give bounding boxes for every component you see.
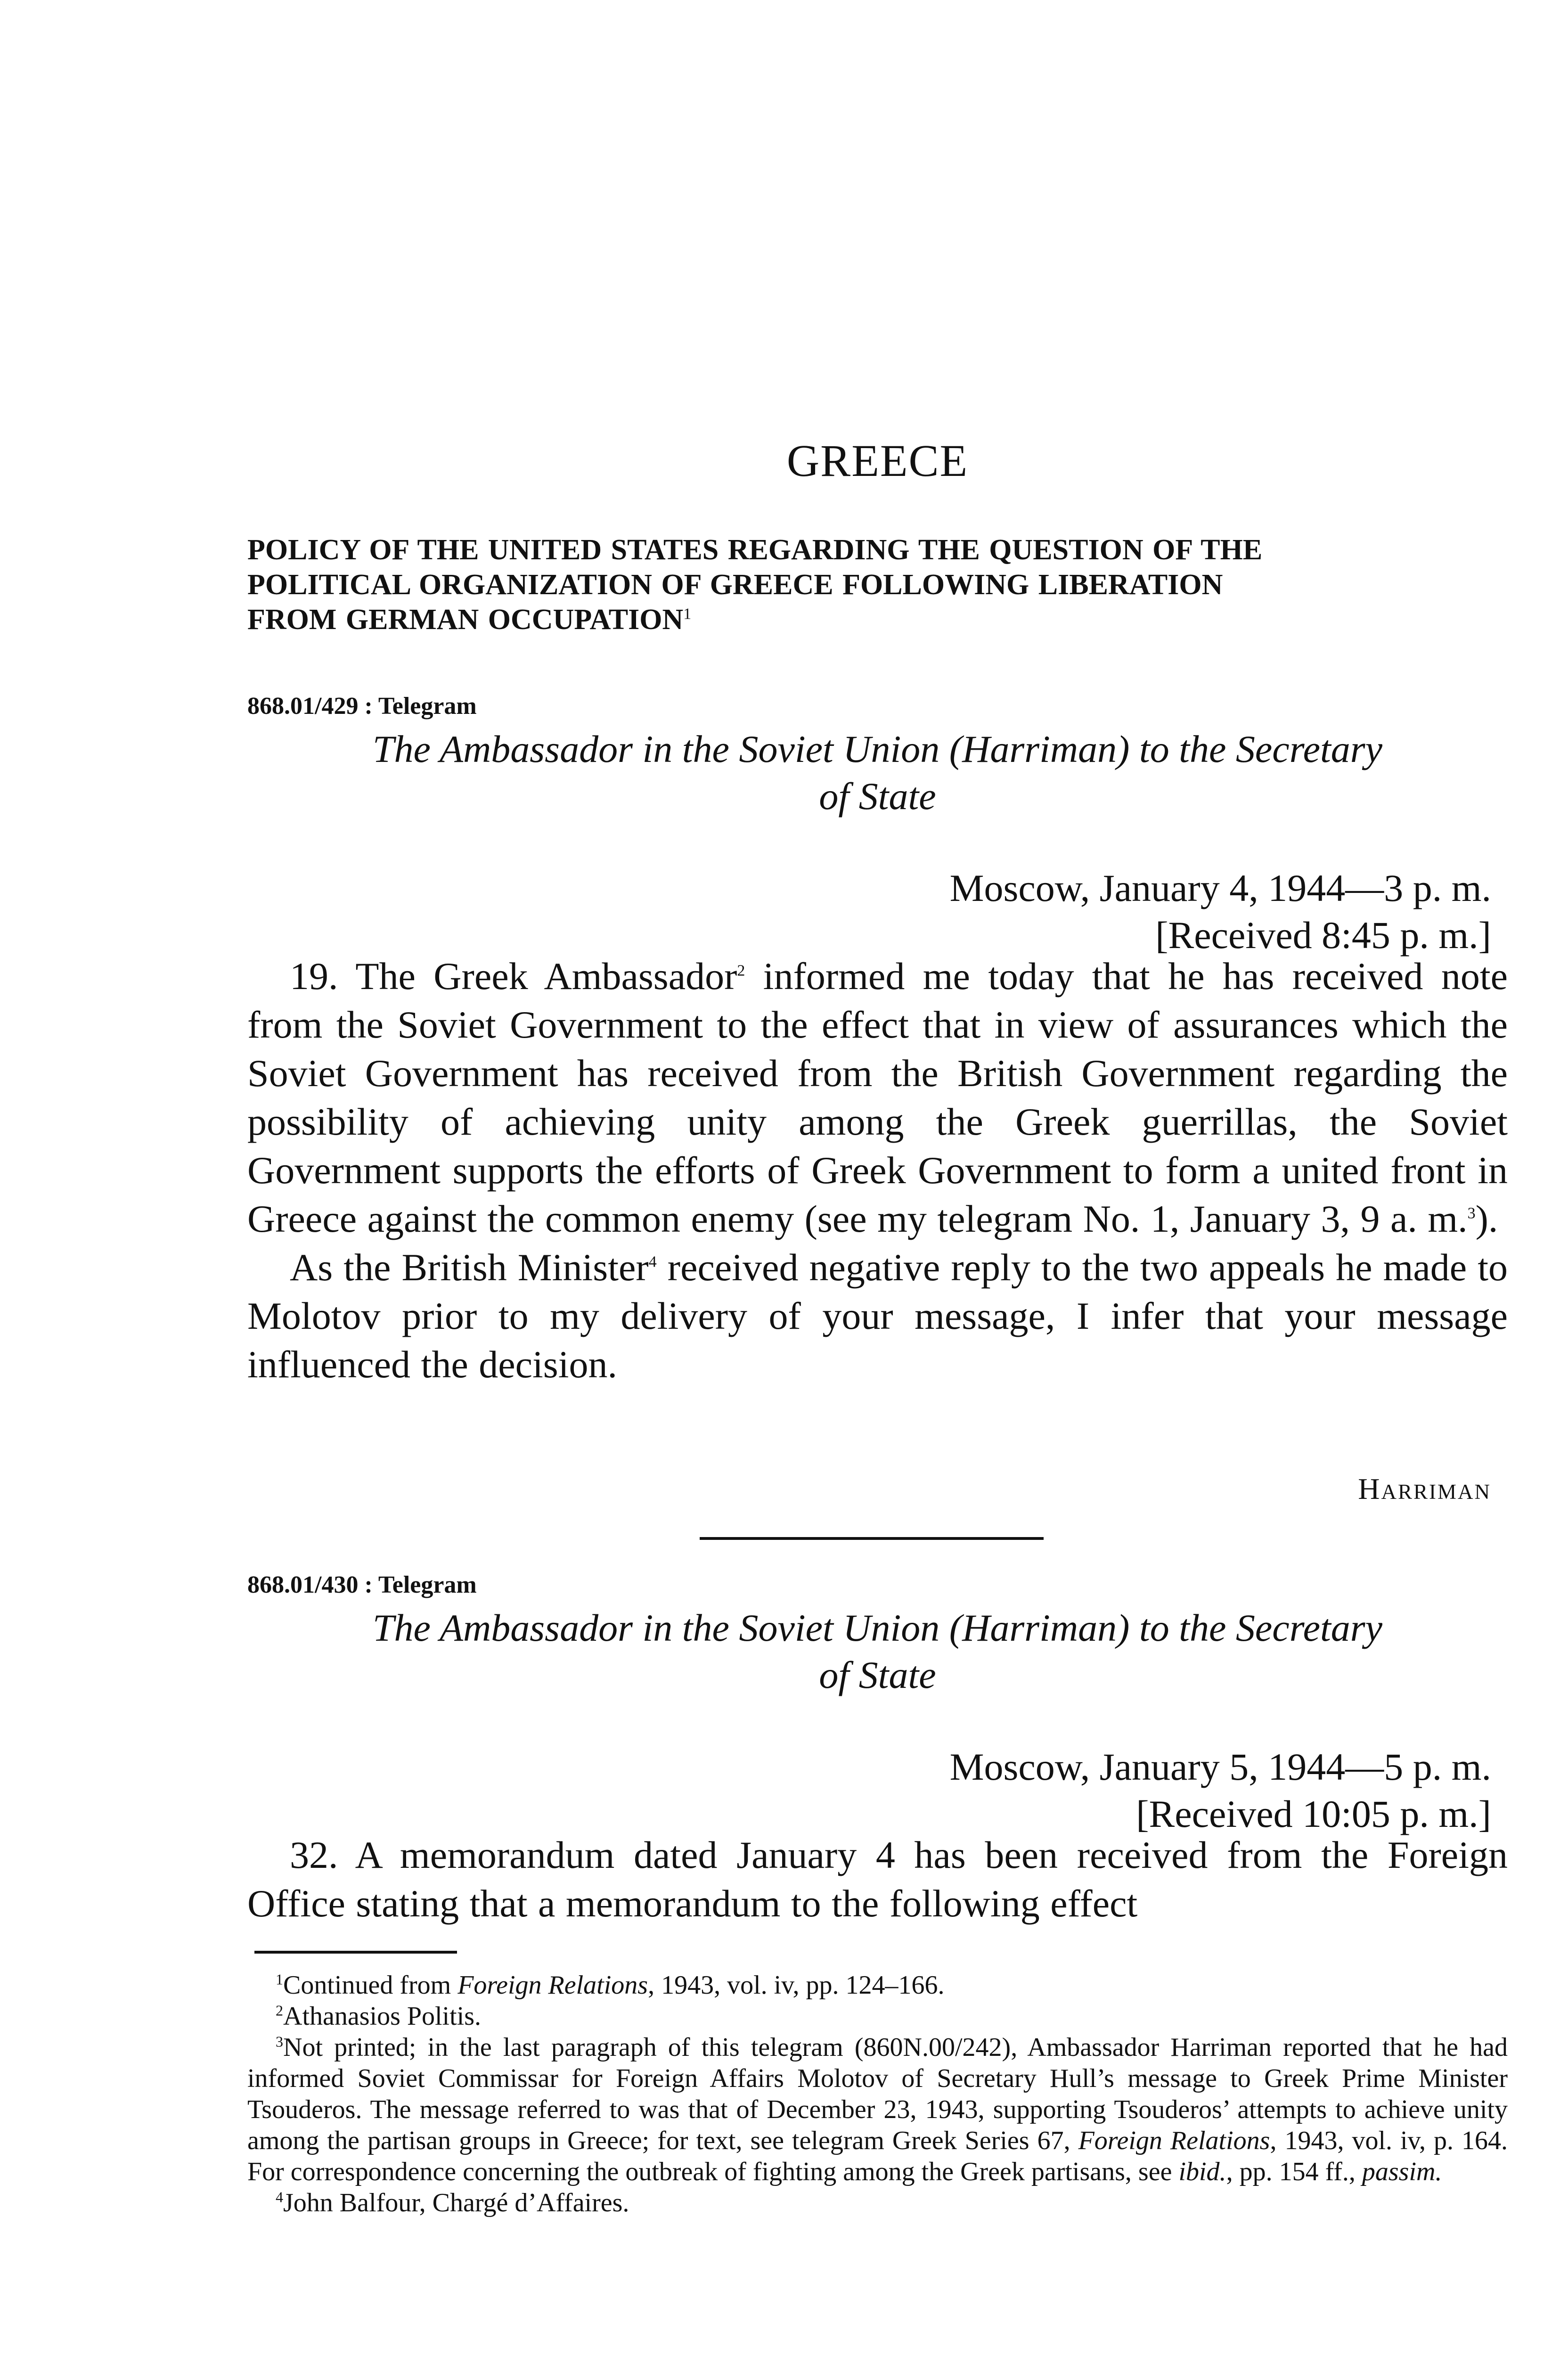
footnote-2-text: Athanasios Politis. xyxy=(283,2002,482,2031)
doc1-dateline xyxy=(247,865,1491,959)
doc1-paragraph-1 xyxy=(247,952,1508,1243)
section-heading-line-3-text: FROM GERMAN OCCUPATION xyxy=(247,604,684,636)
footnote-3-italic-1: Foreign Relations xyxy=(1078,2126,1270,2155)
doc1-paragraph-2 xyxy=(247,1243,1508,1389)
doc2-received: [Received 10:05 p. m.] xyxy=(1136,1792,1491,1835)
doc1-signature: Harriman xyxy=(1358,1472,1491,1505)
doc2-body xyxy=(247,1831,1508,1928)
doc2-dateline xyxy=(247,1743,1491,1838)
doc1-paragraph-2-text-b: received negative reply to the two appeals he made to Molotov prior to my delivery of your message, I infer that your message influenced the decision. xyxy=(247,1246,1508,1386)
footnote-3-italic-3: passim. xyxy=(1362,2157,1442,2186)
doc2-title xyxy=(247,1604,1508,1699)
footnote-4-mark: 4 xyxy=(276,2188,283,2206)
section-heading xyxy=(247,532,1508,637)
doc1-body xyxy=(247,952,1508,1389)
footnote-1-text-b: , 1943, vol. iv, pp. 124–166. xyxy=(648,1971,945,2000)
footnote-3-italic-2: ibid. xyxy=(1178,2157,1226,2186)
doc1-received: [Received 8:45 p. m.] xyxy=(1155,914,1491,957)
doc1-title-line-1: The Ambassador in the Soviet Union (Harriman) to the Secretary xyxy=(372,728,1383,770)
section-heading-line-1: POLICY OF THE UNITED STATES REGARDING THE QUESTION OF THE xyxy=(247,534,1263,566)
footnote-1-mark: 1 xyxy=(276,1971,283,1988)
section-heading-line-3 xyxy=(247,602,1508,637)
footnote-1-text-a: Continued from xyxy=(283,1971,458,2000)
footnote-2 xyxy=(247,2001,1508,2032)
doc1-file-reference: 868.01/429 : Telegram xyxy=(247,693,477,720)
doc2-paragraph-1: 32. A memorandum dated January 4 has been received from the Foreign Office stating that a memorandum to the following effect xyxy=(247,1833,1508,1925)
footnote-3-mark: 3 xyxy=(276,2033,283,2050)
page-title: GREECE xyxy=(786,435,969,486)
doc2-date: Moscow, January 5, 1944—5 p. m. xyxy=(949,1745,1491,1788)
doc1-title-line-2: of State xyxy=(819,775,936,818)
footnotes xyxy=(247,1970,1508,2218)
doc2-title-line-1: The Ambassador in the Soviet Union (Harriman) to the Secretary xyxy=(372,1606,1383,1649)
doc1-title xyxy=(247,726,1508,820)
doc1-paragraph-1-text-c: ). xyxy=(1475,1197,1498,1240)
doc2-file-reference: 868.01/430 : Telegram xyxy=(247,1571,477,1598)
footnote-3 xyxy=(247,2032,1508,2187)
doc1-paragraph-2-text-a: As the British Minister xyxy=(290,1246,649,1289)
footnote-3-text-c: , pp. 154 ff., xyxy=(1226,2157,1362,2186)
section-heading-line-2: POLITICAL ORGANIZATION OF GREECE FOLLOWING LIBERATION xyxy=(247,569,1223,601)
footnote-4 xyxy=(247,2187,1508,2218)
footnote-ref-4: 4 xyxy=(648,1253,657,1271)
footnote-1 xyxy=(247,1970,1508,2001)
footnote-4-text: John Balfour, Chargé d’Affaires. xyxy=(283,2188,629,2217)
doc1-paragraph-1-text-b: informed me today that he has received note from the Soviet Government to the effect that in view of assurances which the Soviet Government has received from the British Government regarding the possibility of achieving unity among the Greek guerrillas, the Soviet Government supports the efforts of Greek Government to form a united front in Greece against the common enemy (see my telegram No. 1, January 3, 9 a. m. xyxy=(247,955,1508,1240)
footnote-2-mark: 2 xyxy=(276,2002,283,2019)
footnote-3-text-b: , 1943, vol. iv, p. 164. For correspondence concerning the outbreak of fighting among the Greek partisans, see xyxy=(247,2126,1508,2186)
document-separator xyxy=(700,1537,1044,1540)
footnote-ref-3: 3 xyxy=(1467,1204,1476,1222)
doc1-paragraph-1-text-a: 19. The Greek Ambassador xyxy=(290,955,737,998)
doc1-date: Moscow, January 4, 1944—3 p. m. xyxy=(949,867,1491,909)
doc2-title-line-2: of State xyxy=(819,1653,936,1696)
footnote-rule xyxy=(254,1951,457,1954)
footnote-3-text-a: Not printed; in the last paragraph of this telegram (860N.00/242), Ambassador Harriman reported that he had informed Soviet Commissar for Foreign Affairs Molotov of Secretary Hull’s message to Greek Prime Minister Tsouderos. The message referred to was that of December 23, 1943, supporting Tsouderos’ attempts to achieve unity among the partisan groups in Greece; for text, see telegram Greek Series 67, xyxy=(247,2033,1508,2155)
footnote-ref-1: 1 xyxy=(683,605,692,623)
footnote-ref-2: 2 xyxy=(737,962,745,980)
footnote-1-italic: Foreign Relations xyxy=(457,1971,648,2000)
